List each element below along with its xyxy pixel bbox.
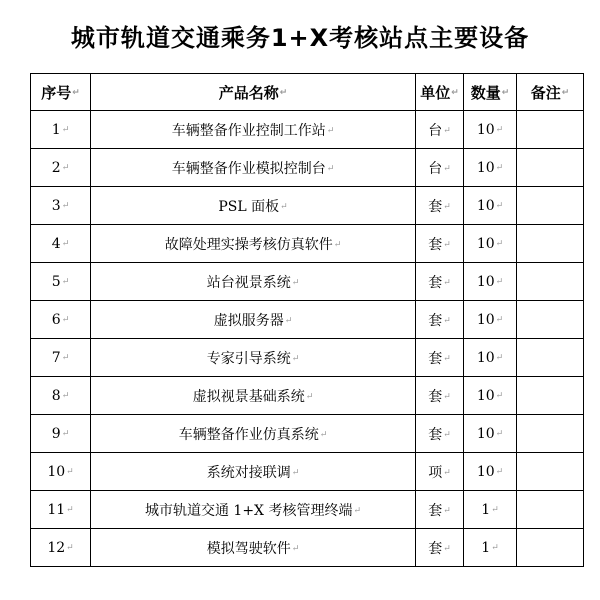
cell-name: 车辆整备作业模拟控制台↵ [91, 149, 416, 187]
paragraph-mark: ↵ [443, 391, 451, 402]
table-row [31, 491, 584, 529]
cell-name: 虚拟服务器↵ [91, 301, 416, 339]
paragraph-mark: ↵ [495, 390, 504, 401]
cell-qty: 1↵ [464, 491, 517, 529]
table-row [31, 187, 584, 225]
cell-note [517, 453, 584, 491]
cell-unit: 套↵ [416, 415, 464, 453]
paragraph-mark: ↵ [66, 504, 74, 515]
cell-note [517, 187, 584, 225]
paragraph-mark: ↵ [495, 276, 504, 287]
paragraph-mark: ↵ [66, 466, 74, 477]
paragraph-mark: ↵ [284, 315, 293, 326]
cell-no: 7↵ [31, 339, 91, 377]
table-row [31, 415, 584, 453]
cell-qty: 10↵ [464, 149, 517, 187]
cell-note [517, 225, 584, 263]
cell-no: 11↵ [31, 491, 91, 529]
paragraph-mark: ↵ [495, 124, 504, 135]
cell-name: 模拟驾驶软件↵ [91, 529, 416, 567]
paragraph-mark: ↵ [305, 391, 314, 402]
cell-no: 5↵ [31, 263, 91, 301]
cell-unit: 台↵ [416, 149, 464, 187]
paragraph-mark: ↵ [61, 428, 70, 439]
paragraph-mark: ↵ [291, 467, 300, 478]
cell-note [517, 491, 584, 529]
cell-unit: 台↵ [416, 111, 464, 149]
cell-qty: 10↵ [464, 111, 517, 149]
cell-qty: 10↵ [464, 187, 517, 225]
cell-no: 10↵ [31, 453, 91, 491]
cell-qty: 1↵ [464, 529, 517, 567]
cell-no: 6↵ [31, 301, 91, 339]
table-row [31, 301, 584, 339]
cell-name: 专家引导系统↵ [91, 339, 416, 377]
paragraph-mark: ↵ [443, 163, 451, 174]
cell-qty: 10↵ [464, 339, 517, 377]
paragraph-mark: ↵ [491, 504, 499, 515]
table-row [31, 339, 584, 377]
paragraph-mark: ↵ [495, 238, 504, 249]
cell-unit: 套↵ [416, 377, 464, 415]
cell-note [517, 263, 584, 301]
paragraph-mark: ↵ [326, 163, 335, 174]
paragraph-mark: ↵ [495, 314, 504, 325]
paragraph-mark: ↵ [61, 238, 70, 249]
cell-no: 8↵ [31, 377, 91, 415]
cell-note [517, 377, 584, 415]
paragraph-mark: ↵ [491, 542, 499, 553]
cell-no: 4↵ [31, 225, 91, 263]
paragraph-mark: ↵ [495, 200, 504, 211]
paragraph-mark: ↵ [353, 505, 362, 516]
document-title: 城市轨道交通乘务1+X考核站点主要设备 [70, 24, 530, 52]
paragraph-mark: ↵ [291, 543, 300, 554]
cell-name: 站台视景系统↵ [91, 263, 416, 301]
paragraph-mark: ↵ [495, 162, 504, 173]
paragraph-mark: ↵ [443, 543, 451, 554]
table-row [31, 377, 584, 415]
header-name: 产品名称↵ [91, 74, 416, 111]
paragraph-mark: ↵ [495, 466, 504, 477]
paragraph-mark: ↵ [61, 200, 70, 211]
cell-note [517, 529, 584, 567]
paragraph-mark: ↵ [326, 125, 335, 136]
paragraph-mark: ↵ [61, 162, 70, 173]
cell-note [517, 339, 584, 377]
equipment-table [30, 73, 584, 567]
table-header-row [31, 74, 584, 111]
paragraph-mark: ↵ [66, 542, 74, 553]
table-row [31, 453, 584, 491]
header-note: 备注↵ [517, 74, 584, 111]
cell-name: 系统对接联调↵ [91, 453, 416, 491]
cell-note [517, 111, 584, 149]
cell-unit: 套↵ [416, 529, 464, 567]
paragraph-mark: ↵ [495, 428, 504, 439]
paragraph-mark: ↵ [61, 314, 70, 325]
paragraph-mark: ↵ [443, 315, 451, 326]
header-qty: 数量↵ [464, 74, 517, 111]
paragraph-mark: ↵ [443, 353, 451, 364]
cell-name: 车辆整备作业控制工作站↵ [91, 111, 416, 149]
cell-qty: 10↵ [464, 301, 517, 339]
cell-unit: 套↵ [416, 339, 464, 377]
cell-note [517, 415, 584, 453]
cell-name: 城市轨道交通 1+X 考核管理终端↵ [91, 491, 416, 529]
cell-name: 车辆整备作业仿真系统↵ [91, 415, 416, 453]
table-row [31, 149, 584, 187]
paragraph-mark: ↵ [443, 277, 451, 288]
paragraph-mark: ↵ [61, 124, 70, 135]
paragraph-mark: ↵ [495, 352, 504, 363]
paragraph-mark: ↵ [291, 353, 300, 364]
paragraph-mark: ↵ [443, 239, 451, 250]
cell-no: 3↵ [31, 187, 91, 225]
cell-unit: 套↵ [416, 491, 464, 529]
cell-unit: 套↵ [416, 263, 464, 301]
paragraph-mark: ↵ [443, 467, 451, 478]
table-row [31, 111, 584, 149]
cell-note [517, 149, 584, 187]
table-row [31, 225, 584, 263]
table-row [31, 263, 584, 301]
cell-no: 12↵ [31, 529, 91, 567]
paragraph-mark: ↵ [443, 505, 451, 516]
cell-name: 故障处理实操考核仿真软件↵ [91, 225, 416, 263]
table-row [31, 529, 584, 567]
cell-name: PSL 面板↵ [91, 187, 416, 225]
paragraph-mark: ↵ [443, 429, 451, 440]
cell-unit: 套↵ [416, 225, 464, 263]
cell-no: 2↵ [31, 149, 91, 187]
cell-qty: 10↵ [464, 225, 517, 263]
paragraph-mark: ↵ [280, 201, 288, 212]
cell-no: 9↵ [31, 415, 91, 453]
paragraph-mark: ↵ [333, 239, 342, 250]
paragraph-mark: ↵ [443, 125, 451, 136]
cell-name: 虚拟视景基础系统↵ [91, 377, 416, 415]
cell-no: 1↵ [31, 111, 91, 149]
paragraph-mark: ↵ [61, 390, 70, 401]
header-unit: 单位↵ [416, 74, 464, 111]
cell-qty: 10↵ [464, 453, 517, 491]
paragraph-mark: ↵ [319, 429, 328, 440]
cell-unit: 套↵ [416, 301, 464, 339]
paragraph-mark: ↵ [61, 352, 70, 363]
cell-qty: 10↵ [464, 377, 517, 415]
cell-note [517, 301, 584, 339]
cell-qty: 10↵ [464, 415, 517, 453]
cell-unit: 套↵ [416, 187, 464, 225]
paragraph-mark: ↵ [61, 276, 70, 287]
paragraph-mark: ↵ [443, 201, 451, 212]
header-no: 序号↵ [31, 74, 91, 111]
cell-qty: 10↵ [464, 263, 517, 301]
cell-unit: 项↵ [416, 453, 464, 491]
paragraph-mark: ↵ [291, 277, 300, 288]
